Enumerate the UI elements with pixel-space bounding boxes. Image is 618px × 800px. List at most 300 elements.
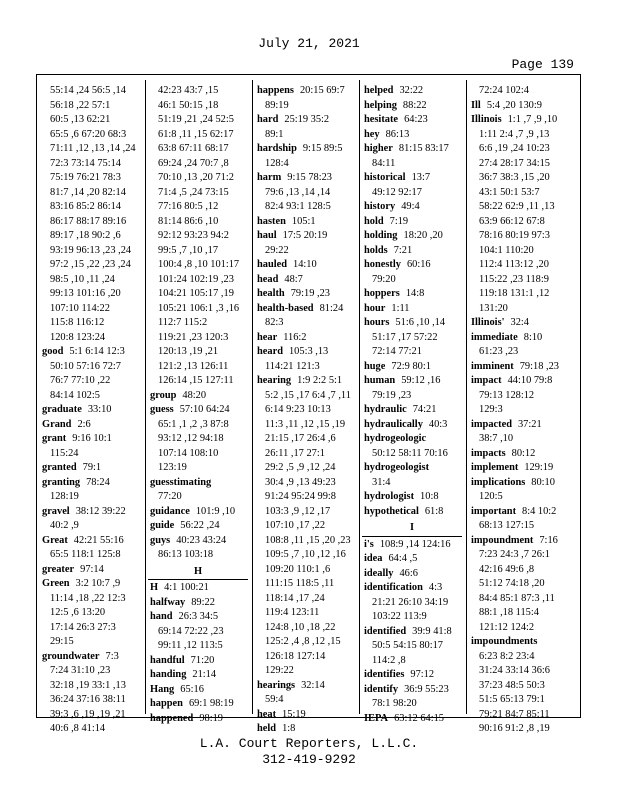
index-refs-continued: 83:16 85:2 86:14	[50, 201, 122, 212]
index-refs-continued: 31:24 33:14 36:6	[479, 665, 551, 676]
index-entry	[362, 668, 462, 683]
index-refs-continued: 79:13 128:12	[479, 389, 535, 401]
index-entry	[469, 534, 569, 549]
index-entry	[255, 345, 355, 360]
index-term: hydraulically	[364, 418, 423, 430]
index-term: honestly	[364, 259, 401, 270]
index-refs-continued: 111:15 118:5 ,11	[265, 578, 335, 589]
index-refs-continued: 78:16 80:19 97:3	[479, 230, 551, 241]
index-term: handing	[150, 669, 187, 680]
index-refs: 37:21	[517, 418, 542, 430]
index-entry	[469, 99, 569, 114]
index-entry	[469, 461, 569, 476]
index-term: H	[150, 582, 159, 593]
index-refs-continued: 59:4	[265, 694, 284, 705]
index-refs-continued: 107:10 ,17 ,22	[265, 520, 326, 531]
index-refs-continued: 5:2 ,15 ,17 6:4 ,7 ,11	[265, 389, 351, 401]
index-refs: 7:3	[105, 650, 119, 662]
index-term: Illinois	[471, 114, 502, 125]
index-term: hoppers	[364, 288, 400, 299]
index-refs-continued: 55:14 ,24 56:5 ,14	[50, 85, 126, 96]
index-refs: 4:3	[428, 582, 443, 593]
index-refs: 65:16	[180, 683, 204, 695]
index-term: impoundment	[471, 534, 534, 546]
index-term: guidance	[150, 505, 190, 517]
index-refs-continued: 89:17 ,18 90:2 ,6	[50, 230, 121, 241]
index-entry	[255, 302, 355, 317]
index-refs-continued: 109:5 ,7 ,10 ,12 ,16	[265, 549, 346, 560]
index-refs-continued: 69:24 ,24 70:7 ,8	[158, 157, 229, 169]
index-term: identification	[364, 582, 423, 593]
index-term: imminent	[471, 360, 514, 372]
index-entry	[362, 581, 462, 596]
index-refs-continued: 40:6 ,8 41:14	[50, 723, 106, 734]
index-refs-continued: 69:14 72:22 ,23	[158, 625, 224, 637]
index-refs-continued: 49:12 92:17	[372, 186, 422, 198]
index-term: harm	[257, 172, 282, 183]
index-entry	[362, 229, 462, 244]
index-refs-continued: 86:13 103:18	[158, 549, 214, 560]
index-entry	[362, 374, 462, 389]
index-refs: 64:4 ,5	[388, 553, 418, 564]
index-entry	[40, 418, 140, 433]
index-refs: 1:8	[282, 723, 296, 734]
index-refs: 7:21	[393, 244, 413, 256]
index-entry	[148, 596, 248, 611]
index-refs: 48:20	[182, 389, 207, 401]
index-entry	[469, 374, 569, 389]
index-refs-continued: 103:22 113:9	[372, 611, 427, 622]
index-entry	[40, 403, 140, 418]
index-entry	[362, 461, 462, 476]
index-entry	[255, 374, 355, 389]
index-entry	[469, 113, 569, 128]
index-refs: 7:16	[539, 534, 558, 546]
index-term: hey	[364, 128, 380, 140]
index-entry	[255, 708, 355, 723]
index-entry	[255, 113, 355, 128]
index-refs: 46:6	[399, 567, 418, 579]
index-term: implement	[471, 462, 519, 473]
index-entry	[469, 476, 569, 491]
index-refs: 9:15 78:23	[287, 172, 332, 183]
page-number: Page 139	[511, 57, 574, 72]
index-refs-continued: 97:2 ,15 ,22 ,23 ,24	[50, 259, 131, 270]
index-term: impact	[471, 375, 502, 386]
index-refs-continued: 120:8 123:24	[50, 331, 106, 343]
column-divider	[145, 80, 146, 714]
index-refs-continued: 123:19	[158, 462, 187, 473]
index-refs-continued: 103:3 ,9 ,12 ,17	[265, 505, 331, 517]
index-refs: 40:23 43:24	[176, 534, 227, 546]
index-refs-continued: 119:18 131:1 ,12	[479, 288, 550, 299]
index-term: hours	[364, 317, 390, 328]
index-entry	[40, 505, 140, 520]
index-term: idea	[364, 553, 383, 564]
index-term: impacts	[471, 447, 506, 459]
index-term: impoundments	[471, 636, 538, 647]
index-entry	[362, 258, 462, 273]
index-entry	[362, 142, 462, 157]
index-refs-continued: 107:14 108:10	[158, 447, 219, 459]
index-refs: 9:15 89:5	[302, 143, 343, 154]
index-term: hold	[364, 215, 384, 227]
index-refs-continued: 129:3	[479, 404, 503, 415]
index-term: Grand	[42, 418, 72, 430]
index-entry	[255, 229, 355, 244]
index-entry	[362, 552, 462, 567]
index-term: implications	[471, 476, 526, 488]
index-entry	[469, 316, 569, 331]
index-refs-continued: 98:5 ,10 ,11 ,24	[50, 273, 115, 285]
index-entry	[148, 519, 248, 534]
index-term: immediate	[471, 331, 518, 343]
index-refs: 69:1 98:19	[188, 698, 234, 709]
index-refs-continued: 114:2 ,8	[372, 654, 406, 666]
index-refs-continued: 43:1 50:1 53:7	[479, 186, 540, 198]
index-refs: 89:22	[191, 596, 215, 608]
index-entry	[362, 99, 462, 114]
index-term: guesstimating	[150, 476, 212, 488]
index-refs: 36:9 55:23	[404, 683, 449, 695]
index-entry	[255, 142, 355, 157]
index-refs-continued: 42:16 49:6 ,8	[479, 563, 535, 575]
index-entry	[362, 432, 462, 447]
index-refs: 13:7	[411, 172, 431, 183]
index-refs: 64:23	[404, 114, 428, 125]
index-refs: 59:12 ,16	[401, 375, 441, 386]
index-refs: 10:8	[420, 491, 439, 502]
index-term: holding	[364, 230, 398, 241]
index-refs-continued: 104:21 105:17 ,19	[158, 288, 234, 299]
index-entry	[362, 171, 462, 186]
index-refs-continued: 108:8 ,11 ,15 ,20 ,23	[265, 534, 351, 546]
index-refs-continued: 125:2 ,4 ,8 ,12 ,15	[265, 636, 341, 647]
index-refs-continued: 101:24 102:19 ,23	[158, 273, 234, 285]
index-term: holds	[364, 244, 388, 256]
index-refs: 32:4	[510, 317, 529, 328]
index-refs-continued: 32:18 ,19 33:1 ,13	[50, 679, 126, 691]
index-entry	[362, 712, 462, 727]
index-refs-continued: 51:17 ,17 57:22	[372, 331, 438, 343]
index-refs-continued: 61:8 ,11 ,15 62:17	[158, 128, 234, 140]
index-refs-continued: 84:4 85:1 87:3 ,11	[479, 592, 555, 604]
index-refs-continued: 99:13 101:16 ,20	[50, 288, 121, 299]
index-refs-continued: 79:21 84:7 85:11	[479, 708, 550, 720]
index-term: health-based	[257, 302, 314, 314]
index-refs-continued: 126:18 127:14	[265, 650, 326, 662]
index-refs-continued: 29:15	[50, 636, 74, 647]
index-refs-continued: 65:1 ,1 ,2 ,3 87:8	[158, 418, 229, 430]
index-refs-continued: 91:24 95:24 99:8	[265, 491, 337, 502]
index-refs: 17:5 20:19	[282, 230, 328, 241]
index-term: hear	[257, 331, 278, 343]
index-refs-continued: 119:4 123:11	[265, 607, 320, 618]
index-entry	[469, 331, 569, 346]
index-refs: 5:1 6:14 12:3	[69, 346, 125, 357]
index-refs: 26:3 34:5	[178, 611, 219, 622]
index-refs-continued: 61:23 ,23	[479, 346, 519, 357]
index-refs-continued: 58:22 62:9 ,11 ,13	[479, 201, 555, 212]
index-refs-continued: 68:13 127:15	[479, 520, 535, 531]
index-entry	[362, 113, 462, 128]
index-refs: 97:14	[80, 563, 104, 575]
index-refs-continued: 93:19 96:13 ,23 ,24	[50, 244, 132, 256]
index-entry	[362, 683, 462, 698]
index-refs-continued: 6:23 8:2 23:4	[479, 650, 535, 662]
index-term: hydrologist	[364, 491, 415, 502]
index-refs-continued: 51:19 ,21 ,24 52:5	[158, 114, 234, 125]
index-term: hydrogeologist	[364, 462, 430, 473]
index-refs: 108:9 ,14 124:16	[379, 538, 451, 550]
index-entry	[148, 389, 248, 404]
index-entry	[362, 490, 462, 505]
index-refs: 14:8	[405, 288, 425, 299]
index-refs: 105:1	[291, 215, 316, 227]
index-column-4	[362, 84, 462, 724]
index-entry	[362, 215, 462, 230]
index-term: hardship	[257, 143, 297, 154]
index-refs-continued: 56:18 ,22 57:1	[50, 99, 111, 111]
index-refs: 33:10	[87, 404, 112, 415]
index-term: hearings	[257, 679, 296, 691]
index-refs-continued: 93:12 ,12 94:18	[158, 433, 224, 444]
index-term: i's	[364, 538, 374, 550]
index-term: identified	[364, 625, 407, 637]
index-term: hypothetical	[364, 505, 419, 517]
index-refs-continued: 27:4 28:17 34:15	[479, 157, 551, 169]
index-term: Great	[42, 534, 68, 546]
index-refs-continued: 82:4 93:1 128:5	[265, 201, 331, 212]
index-refs-continued: 63:8 67:11 68:17	[158, 143, 229, 154]
index-refs-continued: 81:14 86:6 ,10	[158, 215, 219, 227]
index-refs: 42:21 55:16	[73, 534, 124, 546]
index-entry	[469, 418, 569, 433]
index-refs-continued: 112:4 113:12 ,20	[479, 259, 549, 270]
index-refs-continued: 112:7 115:2	[158, 317, 208, 328]
index-term: hard	[257, 114, 279, 125]
reporter-name: L.A. Court Reporters, L.L.C.	[199, 736, 419, 751]
index-term: hydrogeologic	[364, 433, 427, 444]
index-refs-continued: 50:5 54:15 80:17	[372, 640, 444, 651]
index-refs: 40:3	[428, 418, 448, 430]
index-entry	[362, 418, 462, 433]
index-refs-continued: 75:19 76:21 78:3	[50, 172, 122, 183]
index-entry	[255, 287, 355, 302]
index-entry	[255, 722, 355, 737]
section-letter: I	[362, 521, 462, 537]
index-refs-continued: 79:19 ,23	[372, 389, 412, 401]
index-refs-continued: 39:3 ,6 ,19 ,19 ,21	[50, 708, 126, 720]
index-refs: 44:10 79:8	[507, 375, 553, 386]
index-term: group	[150, 389, 177, 401]
index-refs: 2:6	[77, 418, 91, 430]
index-refs-continued: 46:1 50:15 ,18	[158, 99, 219, 111]
index-term: important	[471, 505, 517, 517]
index-refs-continued: 21:21 26:10 34:19	[372, 596, 449, 608]
index-entry	[40, 461, 140, 476]
column-divider	[252, 80, 253, 714]
index-term: huge	[364, 360, 386, 372]
index-refs: 61:8	[424, 505, 444, 517]
index-refs-continued: 72:14 77:21	[372, 346, 422, 357]
index-refs-continued: 65:5 118:1 125:8	[50, 549, 121, 560]
index-term: held	[257, 723, 277, 734]
index-column-2	[148, 84, 248, 724]
index-refs-continued: 89:19	[265, 99, 289, 111]
index-term: happened	[150, 712, 194, 724]
index-refs: 51:6 ,10 ,14	[395, 317, 446, 328]
index-refs-continued: 124:8 ,10 ,18 ,22	[265, 621, 336, 633]
index-refs: 79:18 ,23	[519, 360, 559, 372]
index-refs-continued: 36:24 37:16 38:11	[50, 694, 126, 705]
index-term: Illinois'	[471, 317, 505, 328]
index-term: history	[364, 201, 396, 212]
index-entry	[148, 683, 248, 698]
index-entry	[362, 538, 462, 553]
section-letter: H	[148, 565, 248, 581]
index-refs-continued: 38:7 ,10	[479, 433, 514, 444]
index-refs-continued: 70:10 ,13 ,20 71:2	[158, 172, 234, 183]
index-refs: 9:16 10:1	[72, 433, 112, 444]
index-refs: 78:24	[86, 476, 110, 488]
index-refs-continued: 115:22 ,23 118:9	[479, 273, 549, 285]
index-term: haul	[257, 230, 277, 241]
index-refs-continued: 51:5 65:13 79:1	[479, 694, 545, 705]
index-refs-continued: 79:20	[372, 273, 396, 285]
index-entry	[362, 244, 462, 259]
index-entry	[148, 505, 248, 520]
index-refs-continued: 63:9 66:12 67:8	[479, 215, 545, 227]
index-term: impacted	[471, 418, 512, 430]
index-entry	[148, 534, 248, 549]
index-refs: 8:4 10:2	[522, 505, 557, 517]
index-refs: 21:14	[192, 669, 217, 680]
index-refs: 71:20	[190, 654, 215, 666]
index-entry	[255, 171, 355, 186]
index-refs-continued: 99:5 ,7 ,10 ,17	[158, 244, 219, 256]
index-entry	[469, 635, 569, 650]
index-entry	[362, 505, 462, 520]
index-term: hearing	[257, 375, 292, 386]
index-entry	[148, 668, 248, 683]
index-refs-continued: 78:1 98:20	[372, 698, 417, 709]
index-refs: 81:24	[319, 302, 344, 314]
index-refs: 63:12 64:15	[394, 712, 444, 724]
index-entry	[362, 403, 462, 418]
index-entry	[40, 476, 140, 491]
index-term: hauled	[257, 259, 288, 270]
index-entry	[40, 534, 140, 549]
index-entry	[40, 650, 140, 665]
index-term: helped	[364, 85, 394, 96]
index-refs-continued: 71:4 ,5 ,24 73:15	[158, 186, 229, 198]
index-refs-continued: 86:17 88:17 89:16	[50, 215, 127, 227]
index-term: historical	[364, 172, 406, 183]
index-entry	[469, 505, 569, 520]
index-refs: 105:3 ,13	[288, 346, 329, 357]
index-refs-continued: 72:24 102:4	[479, 85, 529, 96]
index-refs-continued: 119:21 ,23 120:3	[158, 331, 229, 343]
index-refs-continued: 60:5 ,13 62:21	[50, 114, 111, 125]
index-refs-continued: 99:11 ,12 113:5	[158, 640, 223, 651]
column-divider	[359, 80, 360, 714]
index-term: granting	[42, 476, 81, 488]
index-entry	[148, 654, 248, 669]
index-term: hydraulic	[364, 404, 407, 415]
index-term: greater	[42, 563, 75, 575]
index-term: guess	[150, 404, 174, 415]
index-refs-continued: 26:11 ,17 27:1	[265, 447, 325, 459]
index-refs-continued: 12:5 ,6 13:20	[50, 607, 106, 618]
index-refs: 1:1 ,7 ,9 ,10	[507, 114, 558, 125]
index-entry	[40, 345, 140, 360]
index-entry	[255, 273, 355, 288]
index-refs: 5:4 ,20 130:9	[486, 99, 542, 111]
index-refs-continued: 100:4 ,8 ,10 101:17	[158, 259, 240, 270]
index-refs-continued: 42:23 43:7 ,15	[158, 85, 219, 96]
index-term: Hang	[150, 683, 175, 695]
index-entry	[362, 287, 462, 302]
index-refs-continued: 121:12 124:2	[479, 621, 535, 633]
index-refs: 56:22 ,24	[180, 520, 220, 531]
index-entry	[148, 697, 248, 712]
index-refs: 116:2	[283, 331, 307, 343]
index-term: guys	[150, 534, 171, 546]
index-refs-continued: 11:14 ,18 ,22 12:3	[50, 592, 126, 604]
index-refs-continued: 6:6 ,19 ,24 10:23	[479, 143, 550, 154]
index-refs-continued: 21:15 ,17 26:4 ,6	[265, 433, 336, 444]
transcript-date: July 21, 2021	[258, 36, 360, 51]
index-term: IEPA	[364, 712, 389, 724]
index-refs-continued: 30:4 ,9 ,13 49:23	[265, 476, 336, 488]
index-refs: 1:11	[391, 302, 410, 314]
index-term: hour	[364, 302, 386, 314]
index-refs-continued: 114:21 121:3	[265, 360, 320, 372]
index-refs-continued: 115:8 116:12	[50, 317, 105, 328]
index-refs: 129:19	[524, 462, 554, 473]
index-entry	[362, 302, 462, 317]
index-refs: 20:15 69:7	[299, 85, 345, 96]
index-refs-continued: 79:6 ,13 ,14 ,14	[265, 186, 331, 198]
index-term: human	[364, 375, 396, 386]
index-term: Green	[42, 578, 70, 589]
index-entry	[40, 563, 140, 578]
index-term: halfway	[150, 596, 186, 608]
column-divider	[466, 80, 467, 714]
index-refs: 39:9 41:8	[412, 625, 452, 637]
index-refs: 79:1	[82, 462, 102, 473]
index-refs-continued: 105:21 106:1 ,3 ,16	[158, 302, 240, 314]
reporter-phone: 312-419-9292	[262, 752, 356, 767]
index-refs: 80:12	[511, 447, 536, 459]
index-refs-continued: 88:1 ,18 115:4	[479, 607, 539, 618]
index-entry	[469, 360, 569, 375]
index-refs: 74:21	[412, 404, 437, 415]
index-refs-continued: 128:19	[50, 491, 79, 502]
index-refs-continued: 29:2 ,5 ,9 ,12 ,24	[265, 462, 336, 473]
index-refs-continued: 77:16 80:5 ,12	[158, 201, 219, 212]
index-refs-continued: 50:10 57:16 72:7	[50, 360, 122, 372]
index-term: hand	[150, 611, 173, 622]
index-refs-continued: 126:14 ,15 127:11	[158, 375, 234, 386]
index-refs: 8:10	[523, 331, 543, 343]
index-refs-continued: 51:12 74:18 ,20	[479, 578, 545, 589]
index-term: good	[42, 346, 64, 357]
index-term: guide	[150, 520, 175, 531]
index-term: helping	[364, 99, 397, 111]
index-refs-continued: 109:20 110:1 ,6	[265, 563, 331, 575]
